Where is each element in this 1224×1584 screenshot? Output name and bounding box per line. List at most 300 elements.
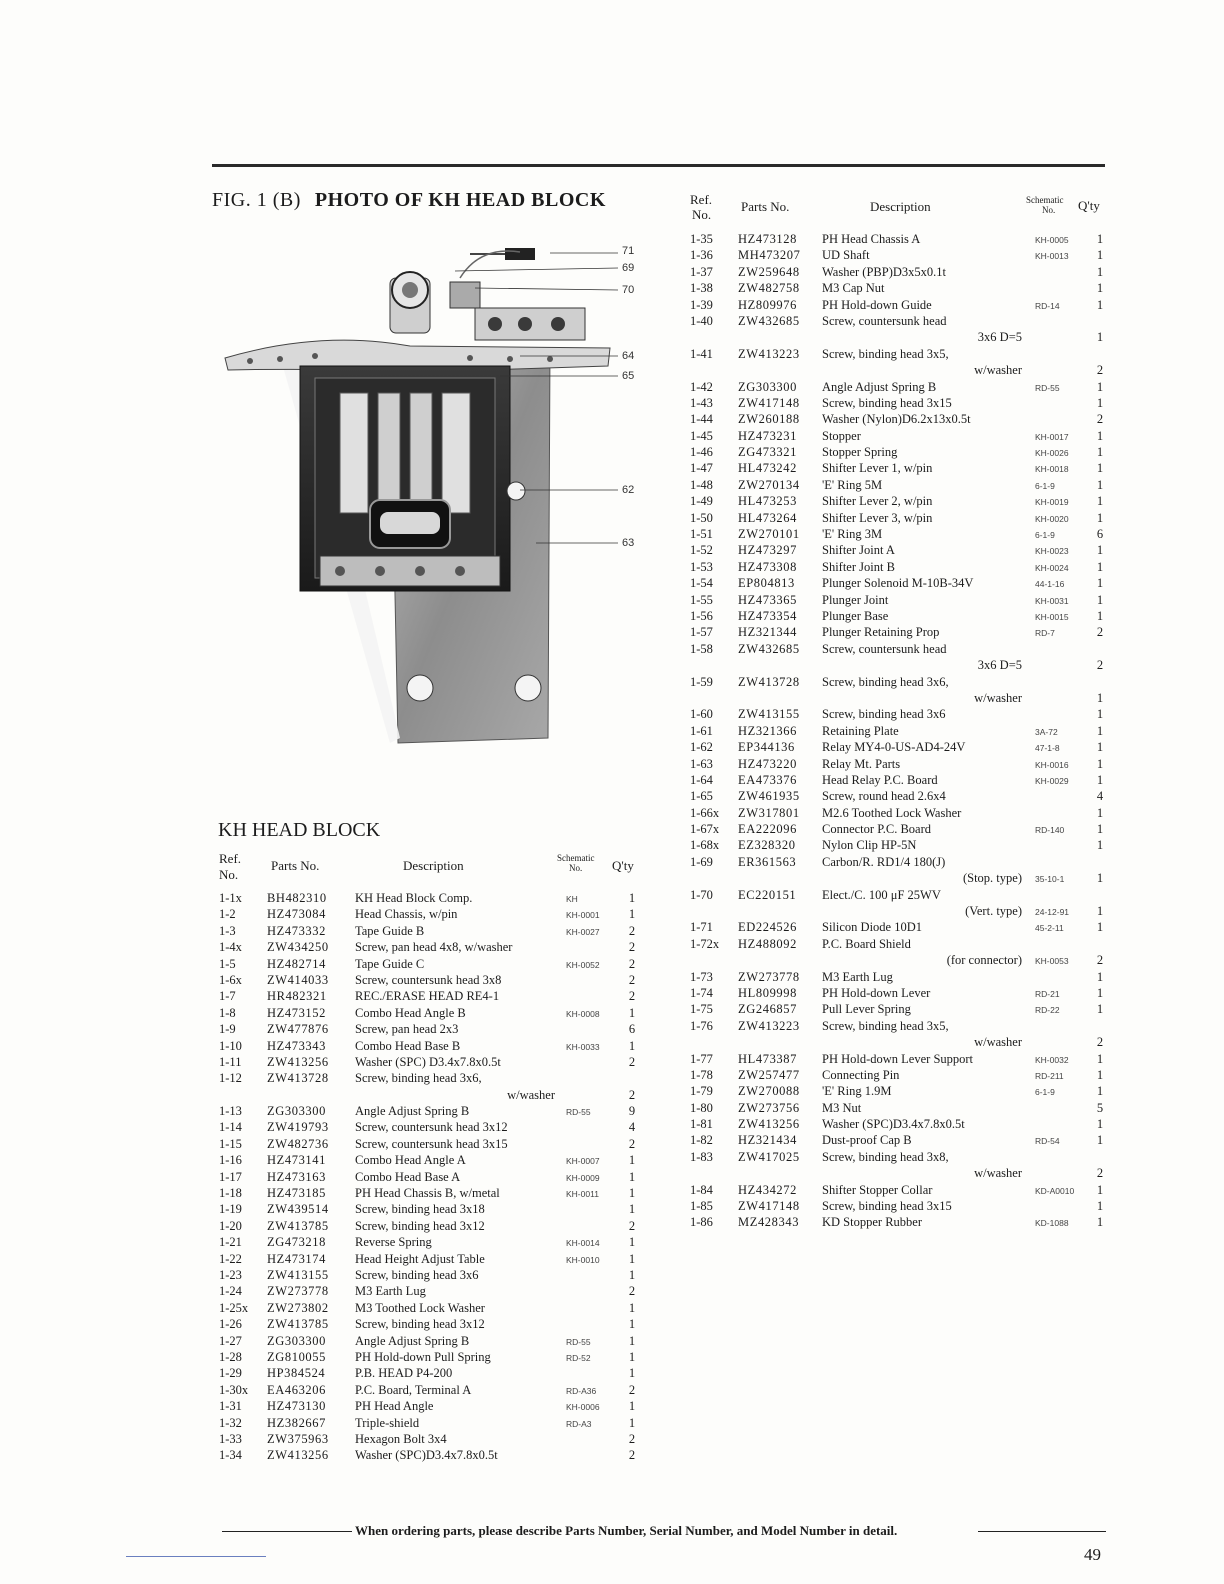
ref-no: 1-78 bbox=[690, 1067, 713, 1082]
parts-no: ZG473218 bbox=[267, 1235, 326, 1250]
table-row bbox=[690, 706, 1110, 722]
schematic-no: KH-0053 bbox=[1035, 956, 1069, 967]
quantity: 1 bbox=[1096, 281, 1104, 296]
ref-no: 1-64 bbox=[690, 772, 713, 787]
ref-no: 1-70 bbox=[690, 887, 713, 902]
callout-70: 70 bbox=[622, 284, 635, 296]
header-schematic-no: No. bbox=[1042, 205, 1056, 215]
quantity: 1 bbox=[1096, 985, 1104, 1000]
ref-no: 1-63 bbox=[690, 756, 713, 771]
table-row bbox=[690, 1083, 1110, 1099]
quantity: 1 bbox=[1096, 608, 1104, 623]
parts-no: HP384524 bbox=[267, 1366, 326, 1381]
description: P.C. Board, Terminal A bbox=[355, 1382, 472, 1397]
quantity: 1 bbox=[628, 1317, 636, 1332]
schematic-no: KH-0032 bbox=[1035, 1054, 1069, 1065]
ref-no: 1-65 bbox=[690, 789, 713, 804]
quantity: 1 bbox=[1096, 395, 1104, 410]
quantity: 1 bbox=[1096, 904, 1104, 919]
schematic-no: RD-A3 bbox=[566, 1418, 592, 1429]
parts-no: EA473376 bbox=[738, 772, 797, 787]
quantity: 1 bbox=[1096, 920, 1104, 935]
table-row bbox=[690, 985, 1110, 1001]
table-row bbox=[690, 788, 1110, 804]
parts-no: HZ473084 bbox=[267, 907, 326, 922]
quantity: 2 bbox=[628, 1431, 636, 1446]
callout-62: 62 bbox=[622, 484, 635, 496]
schematic-no: 45-2-11 bbox=[1035, 923, 1064, 934]
parts-no: HL473264 bbox=[738, 510, 797, 525]
quantity: 1 bbox=[628, 1349, 636, 1364]
table-row-continuation bbox=[690, 1034, 1110, 1050]
ref-no: 1-46 bbox=[690, 445, 713, 460]
callout-63: 63 bbox=[622, 537, 635, 549]
description: Tape Guide B bbox=[355, 923, 425, 938]
table-row bbox=[690, 919, 1110, 935]
ref-no: 1-77 bbox=[690, 1051, 713, 1066]
ref-no: 1-43 bbox=[690, 395, 713, 410]
quantity: 1 bbox=[1096, 1182, 1104, 1197]
parts-no: ZW477876 bbox=[267, 1022, 329, 1037]
parts-no: ZW413155 bbox=[267, 1267, 329, 1282]
description: (Stop. type) bbox=[962, 871, 1022, 886]
description: PH Head Chassis A bbox=[822, 232, 921, 246]
description: Shifter Lever 1, w/pin bbox=[822, 461, 933, 476]
schematic-no: KH-0052 bbox=[566, 959, 600, 970]
description: M3 Cap Nut bbox=[822, 281, 885, 296]
parts-no: ZG246857 bbox=[738, 1002, 797, 1017]
ref-no: 1-1x bbox=[219, 891, 242, 905]
parts-no: HL473387 bbox=[738, 1051, 797, 1066]
header-ref: Ref. bbox=[219, 851, 242, 866]
schematic-no: RD-140 bbox=[1035, 825, 1065, 836]
quantity: 1 bbox=[1096, 723, 1104, 738]
parts-no: ZW413785 bbox=[267, 1317, 329, 1332]
header-schematic: Schematic bbox=[1026, 195, 1064, 205]
schematic-no: RD-54 bbox=[1035, 1136, 1060, 1147]
table-header bbox=[219, 852, 649, 890]
parts-no: ZW413256 bbox=[267, 1448, 329, 1463]
description: Stopper bbox=[822, 428, 861, 443]
quantity: 1 bbox=[1096, 690, 1104, 705]
description: PH Head Chassis B, w/metal bbox=[355, 1186, 500, 1201]
table-row bbox=[690, 297, 1110, 313]
description: Washer (SPC)D3.4x7.8x0.5t bbox=[355, 1448, 498, 1463]
quantity: 2 bbox=[1096, 412, 1104, 427]
ref-no: 1-49 bbox=[690, 494, 713, 509]
parts-no: HZ488092 bbox=[738, 936, 797, 951]
parts-no: ZW413155 bbox=[738, 707, 800, 722]
table-row bbox=[690, 444, 1110, 460]
description: Screw, countersunk head 3x15 bbox=[355, 1136, 508, 1151]
parts-no: HZ473365 bbox=[738, 592, 797, 607]
quantity: 1 bbox=[1096, 1215, 1104, 1230]
description: Relay Mt. Parts bbox=[822, 756, 901, 771]
schematic-no: KH-0026 bbox=[1035, 448, 1069, 459]
description: Screw, binding head 3x6 bbox=[355, 1267, 479, 1282]
parts-no: HZ473130 bbox=[267, 1399, 326, 1414]
ref-no: 1-48 bbox=[690, 477, 713, 492]
table-row bbox=[690, 493, 1110, 509]
parts-no: EA463206 bbox=[267, 1382, 326, 1397]
table-row bbox=[690, 1001, 1110, 1017]
quantity: 1 bbox=[1096, 805, 1104, 820]
table-row bbox=[690, 379, 1110, 395]
description: PH Hold-down Pull Spring bbox=[355, 1349, 491, 1364]
description: M3 Earth Lug bbox=[355, 1284, 426, 1299]
quantity: 2 bbox=[628, 989, 636, 1004]
table-row bbox=[690, 428, 1110, 444]
table-row bbox=[690, 723, 1110, 739]
quantity: 2 bbox=[628, 1218, 636, 1233]
quantity: 1 bbox=[1096, 1002, 1104, 1017]
table-row bbox=[219, 1283, 649, 1299]
schematic-no: KH-0029 bbox=[1035, 775, 1069, 786]
parts-no: HZ482714 bbox=[267, 956, 326, 971]
table-row bbox=[219, 1169, 649, 1185]
quantity: 1 bbox=[1096, 330, 1104, 345]
ref-no: 1-3 bbox=[219, 923, 236, 938]
table-row bbox=[219, 939, 649, 955]
ref-no: 1-12 bbox=[219, 1071, 242, 1086]
table-row bbox=[690, 821, 1110, 837]
parts-no: ZW482736 bbox=[267, 1136, 329, 1151]
quantity: 2 bbox=[628, 972, 636, 987]
table-row bbox=[219, 988, 649, 1004]
parts-no: HZ382667 bbox=[267, 1415, 326, 1430]
table-header bbox=[690, 193, 1110, 231]
quantity: 1 bbox=[1096, 461, 1104, 476]
parts-no: ZG303300 bbox=[738, 379, 797, 394]
ref-no: 1-23 bbox=[219, 1267, 242, 1282]
parts-no: ZW413728 bbox=[738, 674, 800, 689]
description: Washer (SPC) D3.4x7.8x0.5t bbox=[355, 1054, 501, 1069]
parts-no: ZW273778 bbox=[267, 1284, 329, 1299]
description: PH Hold-down Lever bbox=[822, 985, 931, 1000]
table-row bbox=[690, 1198, 1110, 1214]
quantity: 1 bbox=[628, 1153, 636, 1168]
description: KH Head Block Comp. bbox=[355, 891, 473, 905]
ref-no: 1-36 bbox=[690, 248, 713, 263]
parts-no: ZW413728 bbox=[267, 1071, 329, 1086]
quantity: 2 bbox=[1096, 1035, 1104, 1050]
schematic-no: KD-A0010 bbox=[1035, 1185, 1075, 1196]
schematic-no: KH-0001 bbox=[566, 910, 600, 921]
table-row bbox=[219, 1316, 649, 1332]
description: w/washer bbox=[974, 1035, 1022, 1050]
table-body bbox=[690, 231, 1110, 1231]
parts-no: HZ321366 bbox=[738, 723, 797, 738]
table-row bbox=[690, 854, 1110, 870]
description: Screw, binding head 3x12 bbox=[355, 1317, 485, 1332]
table-row bbox=[690, 674, 1110, 690]
description: Head Chassis, w/pin bbox=[355, 907, 458, 922]
header-schematic: Schematic bbox=[557, 853, 595, 863]
parts-no: ED224526 bbox=[738, 920, 797, 935]
description: PH Hold-down Guide bbox=[822, 297, 932, 312]
parts-no: MZ428343 bbox=[738, 1215, 800, 1230]
quantity: 1 bbox=[628, 1005, 636, 1020]
description: M3 Earth Lug bbox=[822, 969, 893, 984]
description: Shifter Lever 2, w/pin bbox=[822, 494, 933, 509]
schematic-no: RD-211 bbox=[1035, 1070, 1064, 1081]
table-row bbox=[690, 559, 1110, 575]
ref-no: 1-45 bbox=[690, 428, 713, 443]
schematic-no: KH-0019 bbox=[1035, 497, 1069, 508]
ref-no: 1-11 bbox=[219, 1054, 242, 1069]
quantity: 2 bbox=[1096, 658, 1104, 673]
description: REC./ERASE HEAD RE4-1 bbox=[355, 989, 500, 1004]
ref-no: 1-75 bbox=[690, 1002, 713, 1017]
description: UD Shaft bbox=[822, 248, 870, 263]
quantity: 1 bbox=[1096, 1067, 1104, 1082]
table-row-continuation bbox=[690, 870, 1110, 886]
quantity: 2 bbox=[628, 923, 636, 938]
description: Combo Head Angle A bbox=[355, 1153, 466, 1168]
bottom-left-rule bbox=[126, 1556, 266, 1557]
table-row bbox=[690, 247, 1110, 263]
description: (Vert. type) bbox=[965, 904, 1022, 919]
table-row bbox=[690, 887, 1110, 903]
quantity: 1 bbox=[628, 1186, 636, 1201]
ref-no: 1-50 bbox=[690, 510, 713, 525]
schematic-no: KH-0018 bbox=[1035, 464, 1069, 475]
table-row bbox=[219, 1152, 649, 1168]
quantity: 1 bbox=[628, 1415, 636, 1430]
description: PH Head Angle bbox=[355, 1399, 434, 1414]
description: M2.6 Toothed Lock Washer bbox=[822, 805, 962, 820]
parts-no: ZW270134 bbox=[738, 477, 800, 492]
table-row bbox=[690, 1051, 1110, 1067]
quantity: 1 bbox=[1096, 740, 1104, 755]
description: Screw, binding head 3x6, bbox=[822, 674, 949, 689]
description: Combo Head Base A bbox=[355, 1169, 461, 1184]
parts-no: HZ473163 bbox=[267, 1169, 326, 1184]
parts-no: MH473207 bbox=[738, 248, 801, 263]
table-row bbox=[690, 1100, 1110, 1116]
header-ref-no: No. bbox=[219, 867, 239, 882]
description: Reverse Spring bbox=[355, 1235, 432, 1250]
table-row bbox=[219, 906, 649, 922]
quantity: 4 bbox=[1096, 789, 1104, 804]
table-row bbox=[219, 1054, 649, 1070]
quantity: 1 bbox=[1096, 264, 1104, 279]
description: Screw, binding head 3x18 bbox=[355, 1202, 485, 1217]
description: M3 Nut bbox=[822, 1100, 862, 1115]
description: Combo Head Base B bbox=[355, 1038, 461, 1053]
quantity: 1 bbox=[1096, 232, 1104, 246]
ref-no: 1-32 bbox=[219, 1415, 242, 1430]
parts-no: BH482310 bbox=[267, 891, 327, 905]
description: Connector P.C. Board bbox=[822, 822, 932, 837]
ref-no: 1-67x bbox=[690, 822, 720, 837]
parts-no: ZW434250 bbox=[267, 940, 329, 955]
table-row bbox=[690, 460, 1110, 476]
quantity: 1 bbox=[1096, 1084, 1104, 1099]
quantity: 1 bbox=[628, 1169, 636, 1184]
table-row-continuation bbox=[690, 329, 1110, 345]
description: Shifter Joint A bbox=[822, 543, 895, 558]
schematic-no: 6-1-9 bbox=[1035, 1087, 1055, 1098]
ref-no: 1-31 bbox=[219, 1399, 242, 1414]
quantity: 1 bbox=[1096, 1051, 1104, 1066]
parts-no: ZW413256 bbox=[738, 1117, 800, 1132]
ref-no: 1-21 bbox=[219, 1235, 242, 1250]
table-row bbox=[690, 542, 1110, 558]
table-row bbox=[219, 972, 649, 988]
quantity: 2 bbox=[628, 940, 636, 955]
description: Screw, binding head 3x15 bbox=[822, 1199, 952, 1214]
ref-no: 1-41 bbox=[690, 346, 713, 361]
parts-no: HL473242 bbox=[738, 461, 797, 476]
parts-no: ZW417148 bbox=[738, 395, 800, 410]
description: Head Relay P.C. Board bbox=[822, 772, 938, 787]
quantity: 1 bbox=[1096, 871, 1104, 886]
schematic-no: KH-0011 bbox=[566, 1189, 599, 1200]
description: Angle Adjust Spring B bbox=[355, 1333, 470, 1348]
table-row bbox=[219, 1333, 649, 1349]
table-row bbox=[690, 231, 1110, 247]
ref-no: 1-58 bbox=[690, 641, 713, 656]
schematic-no: 47-1-8 bbox=[1035, 743, 1060, 754]
table-row bbox=[690, 1018, 1110, 1034]
description: Carbon/R. RD1/4 180(J) bbox=[822, 854, 946, 869]
callout-64: 64 bbox=[622, 350, 635, 362]
parts-no: HZ473354 bbox=[738, 608, 797, 623]
ref-no: 1-27 bbox=[219, 1333, 242, 1348]
ref-no: 1-86 bbox=[690, 1215, 713, 1230]
table-row bbox=[219, 1021, 649, 1037]
table-row bbox=[690, 280, 1110, 296]
description: Triple-shield bbox=[355, 1415, 420, 1430]
parts-no: ZW413256 bbox=[267, 1054, 329, 1069]
quantity: 1 bbox=[628, 1235, 636, 1250]
description: Screw, binding head 3x8, bbox=[822, 1149, 949, 1164]
parts-no: ZW257477 bbox=[738, 1067, 800, 1082]
quantity: 1 bbox=[1096, 1199, 1104, 1214]
description: Screw, pan head 2x3 bbox=[355, 1022, 459, 1037]
schematic-no: RD-21 bbox=[1035, 988, 1060, 999]
ref-no: 1-35 bbox=[690, 232, 713, 246]
table-row bbox=[219, 1415, 649, 1431]
header-qty: Q'ty bbox=[1078, 198, 1100, 213]
quantity: 1 bbox=[628, 1366, 636, 1381]
parts-no: ZW414033 bbox=[267, 972, 329, 987]
ref-no: 1-44 bbox=[690, 412, 713, 427]
schematic-no: KD-1088 bbox=[1035, 1218, 1069, 1229]
ref-no: 1-30x bbox=[219, 1382, 249, 1397]
description: Retaining Plate bbox=[822, 723, 899, 738]
table-row bbox=[690, 1149, 1110, 1165]
description: KD Stopper Rubber bbox=[822, 1215, 922, 1230]
parts-no: HZ321344 bbox=[738, 625, 797, 640]
schematic-no: KH-0020 bbox=[1035, 513, 1069, 524]
parts-no: ZW432685 bbox=[738, 313, 800, 328]
header-parts-no: Parts No. bbox=[271, 858, 320, 873]
ref-no: 1-80 bbox=[690, 1100, 713, 1115]
top-rule bbox=[212, 164, 1105, 167]
header-description: Description bbox=[403, 858, 464, 873]
description: Combo Head Angle B bbox=[355, 1005, 466, 1020]
schematic-no: RD-55 bbox=[1035, 382, 1060, 393]
ref-no: 1-19 bbox=[219, 1202, 242, 1217]
table-row bbox=[690, 608, 1110, 624]
quantity: 1 bbox=[1096, 969, 1104, 984]
quantity: 1 bbox=[1096, 248, 1104, 263]
description: Shifter Lever 3, w/pin bbox=[822, 510, 933, 525]
quantity: 2 bbox=[628, 1054, 636, 1069]
description: Angle Adjust Spring B bbox=[822, 379, 937, 394]
schematic-no: RD-7 bbox=[1035, 628, 1055, 639]
description: Connecting Pin bbox=[822, 1067, 900, 1082]
description: Hexagon Bolt 3x4 bbox=[355, 1431, 447, 1446]
table-row-continuation bbox=[219, 1087, 649, 1103]
ref-no: 1-84 bbox=[690, 1182, 713, 1197]
parts-no: ZW413223 bbox=[738, 1018, 800, 1033]
ref-no: 1-72x bbox=[690, 936, 720, 951]
table-row bbox=[690, 624, 1110, 640]
quantity: 2 bbox=[1096, 363, 1104, 378]
table-row bbox=[690, 837, 1110, 853]
header-parts-no: Parts No. bbox=[741, 199, 790, 214]
parts-no: HL473253 bbox=[738, 494, 797, 509]
description: w/washer bbox=[974, 1166, 1022, 1181]
description: Screw, binding head 3x6, bbox=[355, 1071, 482, 1086]
schematic-no: KH-0007 bbox=[566, 1156, 600, 1167]
schematic-no: KH-0016 bbox=[1035, 759, 1069, 770]
table-row bbox=[690, 756, 1110, 772]
ref-no: 1-28 bbox=[219, 1349, 242, 1364]
quantity: 1 bbox=[1096, 822, 1104, 837]
description: w/washer bbox=[974, 363, 1022, 378]
quantity: 1 bbox=[628, 1251, 636, 1266]
description: P.B. HEAD P4-200 bbox=[355, 1366, 453, 1381]
parts-no: HZ473128 bbox=[738, 232, 797, 246]
quantity: 1 bbox=[1096, 772, 1104, 787]
schematic-no: 3A-72 bbox=[1035, 726, 1058, 737]
ref-no: 1-81 bbox=[690, 1117, 713, 1132]
quantity: 1 bbox=[1096, 510, 1104, 525]
description: (for connector) bbox=[946, 953, 1022, 968]
schematic-no: RD-14 bbox=[1035, 300, 1060, 311]
table-row bbox=[690, 1214, 1110, 1230]
quantity: 1 bbox=[628, 891, 636, 905]
parts-no: ZW273802 bbox=[267, 1300, 329, 1315]
table-row bbox=[219, 923, 649, 939]
table-row-continuation bbox=[690, 657, 1110, 673]
parts-no: HZ473297 bbox=[738, 543, 797, 558]
parts-no: ZW375963 bbox=[267, 1431, 329, 1446]
schematic-no: KH-0005 bbox=[1035, 235, 1069, 245]
quantity: 1 bbox=[628, 1399, 636, 1414]
table-row bbox=[219, 1103, 649, 1119]
table-row bbox=[690, 1067, 1110, 1083]
parts-no: EC220151 bbox=[738, 887, 797, 902]
figure-caption: PHOTO OF KH HEAD BLOCK bbox=[314, 189, 606, 211]
header-ref: Ref. bbox=[690, 192, 713, 207]
description: Head Height Adjust Table bbox=[355, 1251, 485, 1266]
parts-no: ZW413223 bbox=[738, 346, 800, 361]
description: Nylon Clip HP-5N bbox=[822, 838, 917, 853]
parts-table-right bbox=[690, 193, 1110, 1231]
parts-no: EP804813 bbox=[738, 576, 795, 591]
parts-no: HZ473231 bbox=[738, 428, 797, 443]
table-row bbox=[690, 936, 1110, 952]
description: Screw, binding head 3x5, bbox=[822, 346, 949, 361]
ref-no: 1-76 bbox=[690, 1018, 713, 1033]
quantity: 1 bbox=[1096, 559, 1104, 574]
schematic-no: KH-0010 bbox=[566, 1254, 600, 1265]
